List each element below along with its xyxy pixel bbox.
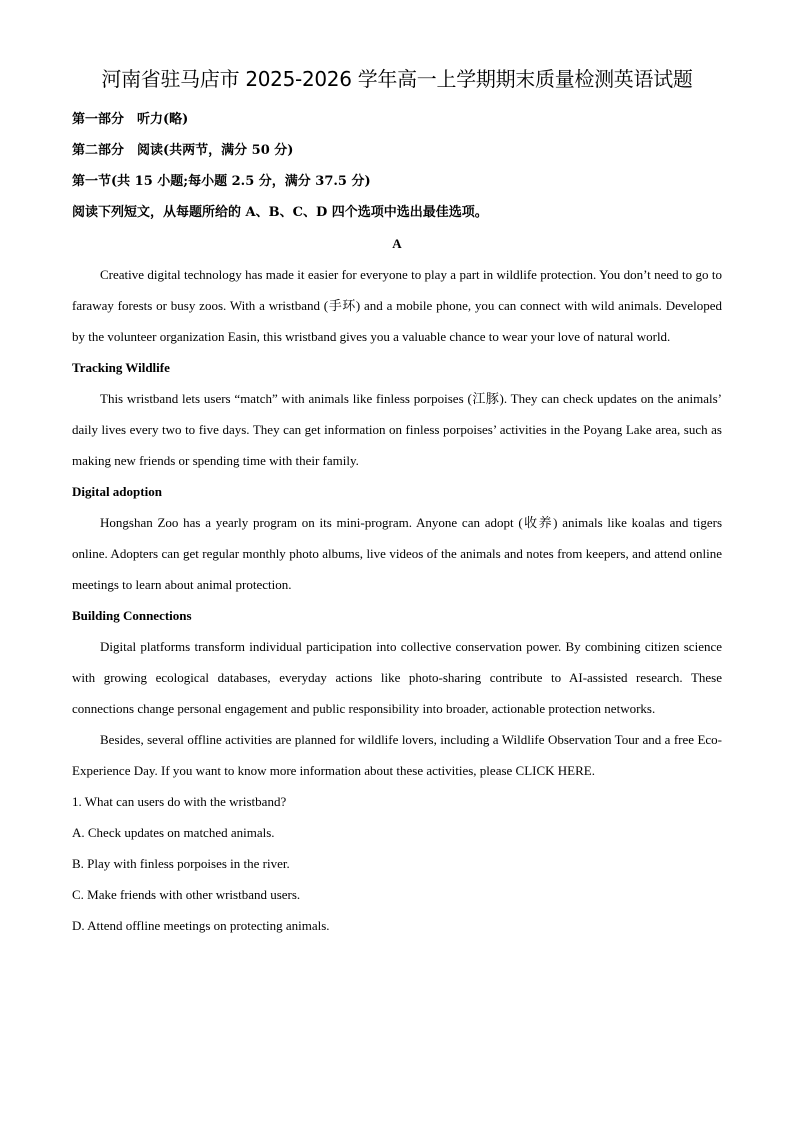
passage-letter: A	[392, 236, 402, 251]
exam-page	[72, 66, 722, 941]
question-option-b: B. Play with finless porpoises in the river.	[72, 856, 290, 871]
question-option-c: C. Make friends with other wristband users.	[72, 887, 301, 902]
exam-title: 河南省驻马店市 2025-2026 学年高一上学期期末质量检测英语试题	[101, 67, 693, 91]
question-stem: 1. What can users do with the wristband?	[72, 794, 287, 809]
part-one-heading: 第一部分 听力(略)	[72, 112, 189, 127]
question-option-d: D. Attend offline meetings on protecting animals.	[72, 918, 330, 933]
question-option-a: A. Check updates on matched animals.	[72, 825, 275, 840]
section-heading-adoption: Digital adoption	[72, 484, 162, 499]
reading-instruction: 阅读下列短文，从每题所给的 A、B、C、D 四个选项中选出最佳选项。	[72, 205, 488, 220]
section-paragraph-adoption: Hongshan Zoo has a yearly program on its mini-program. Anyone can adopt (收养) animals like koalas and tigers online. Adopters can get regular monthly photo albums, live videos of the animals and notes from keepers, and attend online meetings to learn about animal protection.	[72, 515, 722, 592]
section-paragraph-tracking: This wristband lets users “match” with animals like finless porpoises (江豚). They can check updates on the animals’ daily lives every two to five days. They can get information on finless porpoises’ activities in the Poyang Lake area, such as making new friends or spending time with their family.	[72, 391, 722, 468]
section-heading-tracking: Tracking Wildlife	[72, 360, 170, 375]
part-two-heading: 第二部分 阅读(共两节，满分 50 分)	[72, 143, 294, 158]
section-paragraph-connections: Digital platforms transform individual participation into collective conservation power. By combining citizen science with growing ecological databases, everyday actions like photo-sharing contribute to AI-assisted research. These connections change personal engagement and public responsibility into broader, actionable protection networks.	[72, 639, 722, 716]
section-heading-connections: Building Connections	[72, 608, 192, 623]
closing-paragraph: Besides, several offline activities are planned for wildlife lovers, including a Wildlife Observation Tour and a free Eco-Experience Day. If you want to know more information about these activities, please CLICK HERE.	[72, 732, 722, 778]
intro-paragraph: Creative digital technology has made it easier for everyone to play a part in wildlife protection. You don’t need to go to faraway forests or busy zoos. With a wristband (手环) and a mobile phone, you can connect with wild animals. Developed by the volunteer organization Easin, this wristband gives you a valuable chance to wear your love of natural world.	[72, 267, 722, 344]
section-one-heading: 第一节(共 15 小题;每小题 2.5 分，满分 37.5 分)	[72, 174, 371, 189]
